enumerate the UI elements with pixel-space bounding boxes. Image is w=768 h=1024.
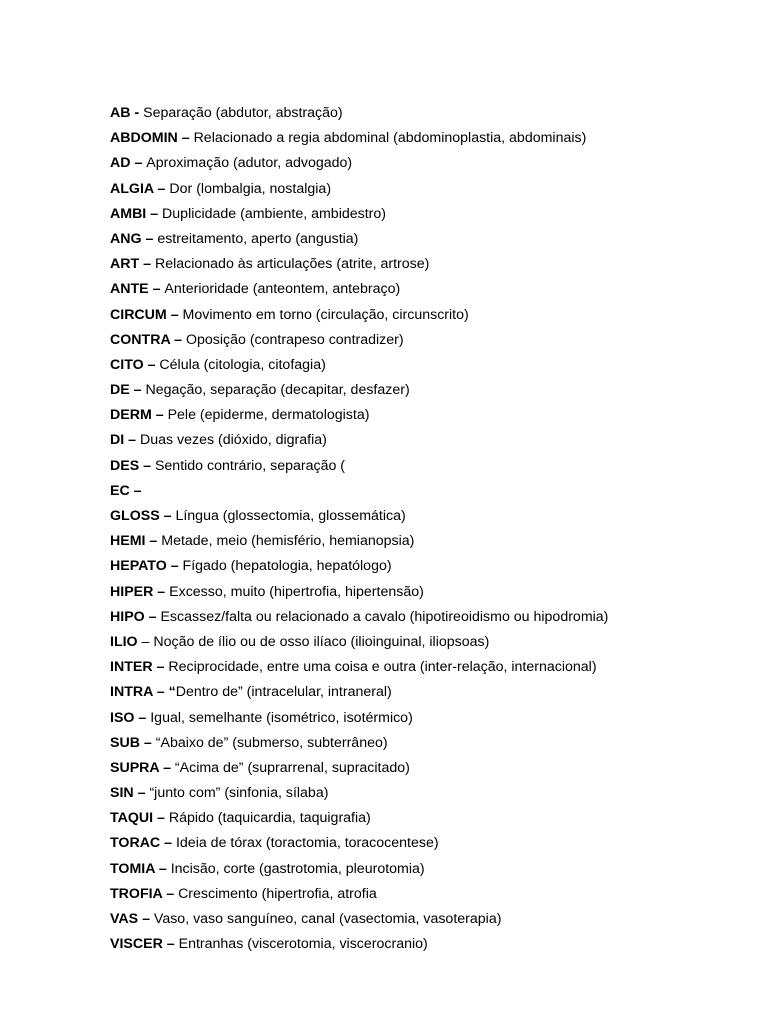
- entry-separator: –: [166, 306, 183, 323]
- entry-separator: –: [170, 331, 186, 348]
- entry-definition: Movimento em torno (circulação, circunscrito): [182, 306, 469, 323]
- entry-term: ANG: [110, 230, 142, 247]
- entry-definition: Ideia de tórax (toractomia, toracocentese): [175, 835, 439, 852]
- entry-separator: –: [129, 382, 146, 399]
- entry-definition: Relacionado a regia abdominal (abdominoplastia, abdominais): [193, 130, 587, 147]
- entry-separator: –: [153, 810, 169, 827]
- glossary-entry: [110, 857, 750, 882]
- entry-definition: Vaso, vaso sanguíneo, canal (vasectomia, vasoterapia): [153, 911, 502, 927]
- entry-definition: estreitamento, aperto (angustia): [157, 230, 359, 247]
- glossary-entry: [110, 731, 750, 756]
- glossary-entry: [110, 479, 750, 504]
- glossary-entry: [110, 655, 750, 680]
- entry-definition: Sentido contrário, separação (: [154, 457, 346, 474]
- entry-term: VISCER: [110, 936, 163, 953]
- glossary-entry: [110, 504, 750, 529]
- glossary-entry: [110, 101, 750, 126]
- entry-definition: Fígado (hepatologia, hepatólogo): [182, 558, 392, 575]
- glossary-entry: [110, 907, 750, 932]
- entry-separator: –: [145, 533, 162, 550]
- entry-term: INTRA: [110, 684, 153, 701]
- entry-separator: –: [146, 205, 163, 222]
- glossary-entry: [110, 303, 750, 328]
- entry-term: DE: [110, 382, 130, 399]
- entry-separator: –: [141, 230, 158, 247]
- entry-separator: –: [162, 885, 179, 902]
- entry-definition: Oposição (contrapeso contradizer): [185, 331, 404, 348]
- entry-term: AB: [110, 105, 131, 121]
- entry-separator: –: [162, 936, 179, 953]
- entry-definition: Excesso, muito (hipertrofia, hipertensão): [169, 583, 424, 600]
- entry-separator: –: [139, 457, 155, 474]
- entry-definition: Língua (glossectomia, glossemática): [175, 508, 406, 524]
- entry-definition: Reciprocidade, entre uma coisa e outra (inter-relação, internacional): [168, 659, 597, 676]
- glossary-entry: [110, 932, 750, 957]
- entry-term: HIPO: [110, 608, 145, 625]
- entry-separator: –: [177, 130, 194, 147]
- glossary-entry: [110, 831, 750, 856]
- glossary-entry: [110, 378, 750, 403]
- entry-term: VAS: [110, 911, 139, 927]
- entry-definition: Dentro de” (intracelular, intraneral): [175, 684, 392, 701]
- entry-term: SIN: [110, 785, 134, 802]
- entry-separator: –: [160, 835, 176, 852]
- entry-term: DERM: [110, 407, 152, 424]
- entry-separator: –: [144, 608, 161, 625]
- entry-definition: Escassez/falta ou relacionado a cavalo (hipotireoidismo ou hipodromia): [160, 608, 609, 625]
- glossary-entry: [110, 882, 750, 907]
- entry-term: ILIO: [110, 633, 138, 650]
- entry-definition: Noção de ílio ou de osso ilíaco (ilioinguinal, iliopsoas): [153, 633, 490, 650]
- entry-separator: –: [166, 558, 183, 575]
- glossary-entry: [110, 177, 750, 202]
- entry-definition: Duplicidade (ambiente, ambidestro): [162, 205, 387, 222]
- entry-separator: -: [130, 105, 144, 121]
- document-page: [110, 101, 750, 957]
- entry-term: SUB: [110, 734, 140, 751]
- entry-term: CIRCUM: [110, 306, 167, 323]
- entry-separator: – “: [152, 684, 176, 701]
- entry-definition: Dor (lombalgia, nostalgia): [169, 180, 332, 197]
- entry-separator: –: [153, 583, 170, 600]
- glossary-entry: [110, 428, 750, 453]
- entry-term: TORAC: [110, 835, 161, 852]
- entry-term: HEPATO: [110, 558, 167, 575]
- entry-separator: –: [130, 155, 147, 172]
- entry-separator: –: [159, 759, 175, 776]
- entry-separator: –: [153, 180, 170, 197]
- entry-term: GLOSS: [110, 508, 160, 524]
- entry-term: SUPRA: [110, 759, 160, 776]
- entry-separator: –: [159, 508, 176, 524]
- entry-definition: Anterioridade (anteontem, antebraço): [164, 281, 401, 298]
- entry-definition: Separação (abdutor, abstração): [143, 105, 343, 121]
- glossary-entry: [110, 277, 750, 302]
- entry-separator: –: [137, 633, 154, 650]
- glossary-entry: [110, 202, 750, 227]
- entry-definition: Aproximação (adutor, advogado): [146, 155, 353, 172]
- glossary-entry: [110, 252, 750, 277]
- entry-term: TOMIA: [110, 860, 155, 877]
- glossary-entry: [110, 151, 750, 176]
- entry-definition: Célula (citologia, citofagia): [159, 356, 326, 373]
- glossary-entry: [110, 227, 750, 252]
- entry-separator: –: [133, 785, 150, 802]
- entry-term: CONTRA: [110, 331, 171, 348]
- entry-definition: “junto com” (sinfonia, sílaba): [149, 785, 329, 802]
- entry-separator: –: [139, 734, 156, 751]
- entry-term: DI: [110, 432, 125, 449]
- entry-definition: Igual, semelhante (isométrico, isotérmico): [150, 709, 413, 726]
- entry-term: INTER: [110, 659, 153, 676]
- entry-definition: Negação, separação (decapitar, desfazer): [145, 382, 410, 399]
- entry-term: CITO: [110, 356, 144, 373]
- glossary-entry: [110, 126, 750, 151]
- entry-definition: Relacionado às articulações (atrite, artrose): [154, 256, 430, 273]
- entry-definition: Duas vezes (dióxido, digrafia): [139, 432, 327, 449]
- entry-term: EC: [110, 482, 130, 499]
- entry-separator: –: [124, 432, 140, 449]
- entry-term: AMBI: [110, 205, 147, 222]
- glossary-entry: [110, 756, 750, 781]
- entry-definition: Rápido (taquicardia, taquigrafia): [168, 810, 371, 827]
- entry-definition: Metade, meio (hemisfério, hemianopsia): [161, 533, 415, 550]
- entry-term: ART: [110, 256, 140, 273]
- glossary-entry: [110, 630, 750, 655]
- entry-separator: –: [143, 356, 160, 373]
- entry-term: AD: [110, 155, 131, 172]
- entry-definition: “Acima de” (suprarrenal, supracitado): [174, 759, 410, 776]
- entry-separator: –: [129, 482, 146, 499]
- entry-definition: Crescimento (hipertrofia, atrofia: [178, 885, 377, 902]
- glossary-entry: [110, 806, 750, 831]
- glossary-entry: [110, 554, 750, 579]
- entry-term: ANTE: [110, 281, 149, 298]
- entry-definition: Incisão, corte (gastrotomia, pleurotomia): [170, 860, 425, 877]
- glossary-entry: [110, 529, 750, 554]
- entry-separator: –: [148, 281, 165, 298]
- entry-term: DES: [110, 457, 140, 474]
- glossary-entry: [110, 328, 750, 353]
- glossary-entry: [110, 781, 750, 806]
- entry-definition: Entranhas (viscerotomia, viscerocranio): [178, 936, 428, 953]
- glossary-entry: [110, 580, 750, 605]
- entry-term: TROFIA: [110, 885, 163, 902]
- entry-term: TAQUI: [110, 810, 154, 827]
- entry-separator: –: [151, 407, 168, 424]
- entry-separator: –: [154, 860, 171, 877]
- entry-separator: –: [138, 911, 154, 927]
- entry-term: HIPER: [110, 583, 154, 600]
- entry-separator: –: [152, 659, 169, 676]
- glossary-entry: [110, 706, 750, 731]
- entry-separator: –: [139, 256, 155, 273]
- glossary-entry: [110, 353, 750, 378]
- entry-term: ALGIA: [110, 180, 154, 197]
- glossary-entry: [110, 454, 750, 479]
- glossary-list: [110, 101, 750, 957]
- entry-term: HEMI: [110, 533, 146, 550]
- glossary-entry: [110, 680, 750, 705]
- glossary-entry: [110, 403, 750, 428]
- entry-separator: –: [134, 709, 151, 726]
- entry-definition: Pele (epiderme, dermatologista): [167, 407, 370, 424]
- entry-definition: “Abaixo de” (submerso, subterrâneo): [155, 734, 388, 751]
- entry-term: ISO: [110, 709, 135, 726]
- entry-term: ABDOMIN: [110, 130, 178, 147]
- glossary-entry: [110, 605, 750, 630]
